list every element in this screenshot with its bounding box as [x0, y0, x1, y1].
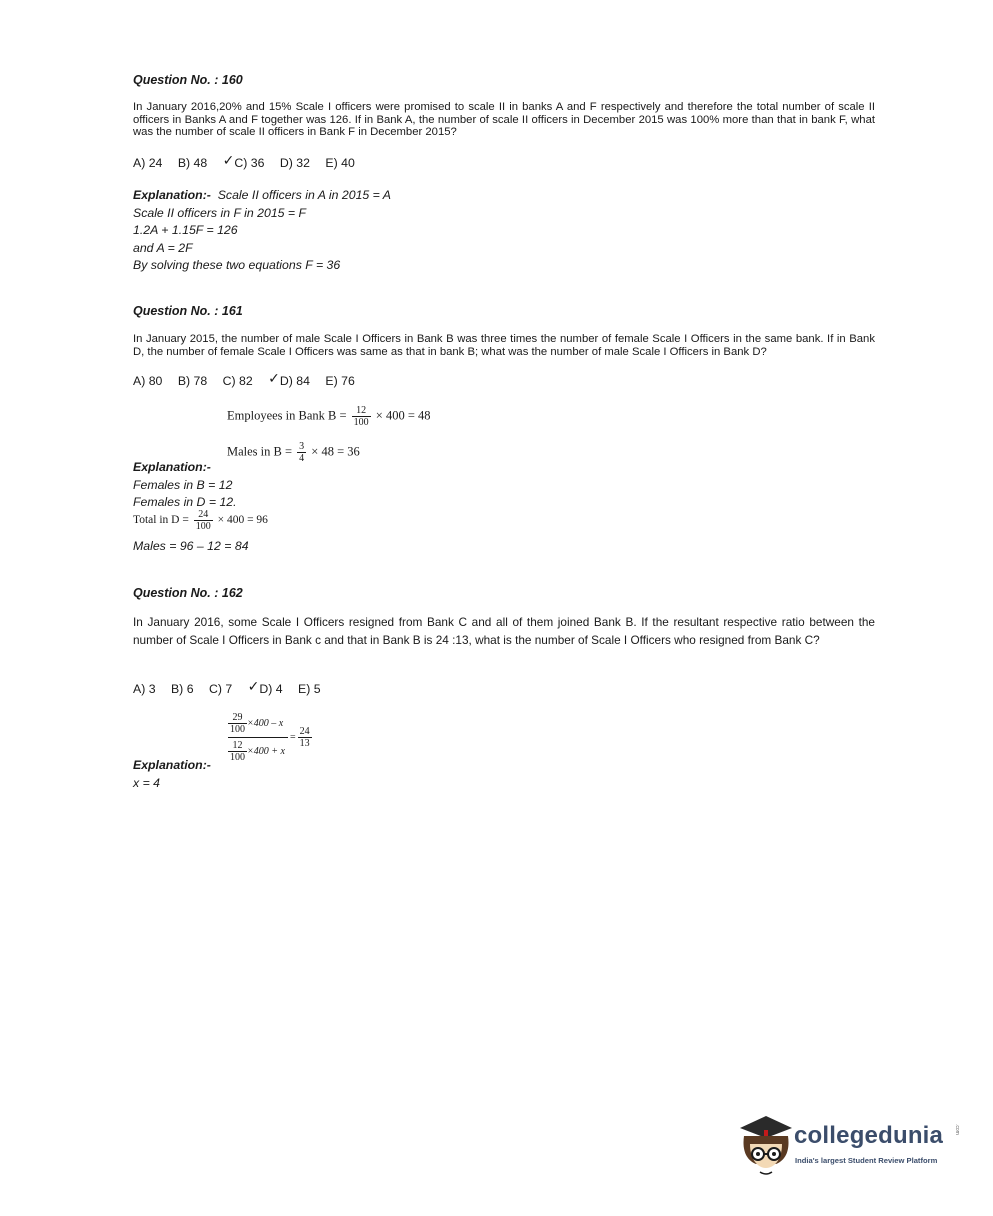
fraction	[228, 740, 247, 763]
formula-text: × 400 = 48	[375, 408, 431, 423]
question-161-title: Question No. : 161	[133, 304, 243, 318]
denominator: 100	[230, 752, 245, 763]
option-b: B) 6	[170, 682, 194, 696]
option-c: C) 82	[222, 374, 253, 388]
denominator: 100	[353, 417, 369, 428]
option-b: B) 48	[177, 156, 208, 170]
formula-males-in-b	[227, 441, 360, 464]
option-e: E) 76	[325, 374, 355, 388]
option-c: C) 7	[208, 682, 233, 696]
formula-text: Employees in Bank B =	[227, 408, 347, 423]
explanation-answer: x = 4	[133, 775, 161, 790]
formula-text: Total in D =	[133, 514, 189, 527]
numerator: 24	[198, 509, 209, 520]
explanation-line: and A = 2F	[133, 240, 193, 255]
option-a: A) 80	[133, 374, 163, 388]
numerator: 24	[299, 726, 310, 737]
numerator: 12	[232, 740, 243, 751]
collegedunia-logo	[736, 1110, 966, 1180]
option-e: E) 40	[325, 156, 355, 170]
question-160-text: In January 2016,20% and 15% Scale I officers were promised to scale II in banks A and F respectively and therefore the total number of scale II officers in Banks A and F together was 126. If in Bank A, the number of scale II officers in December 2015 was 100% more than that in bank F, what was the number of scale II officers in Bank F in December 2015?	[133, 101, 875, 138]
option-a: A) 3	[133, 682, 156, 696]
question-162-title: Question No. : 162	[133, 586, 243, 600]
formula-total-in-d	[133, 509, 268, 532]
ratio-equation	[228, 712, 312, 763]
explanation-line: Scale II officers in A in 2015 = A	[217, 188, 392, 202]
correct-check-icon: ✓	[268, 370, 280, 386]
question-160-explanation	[133, 187, 391, 275]
explanation-line: By solving these two equations F = 36	[133, 258, 341, 272]
formula-text: Males in B =	[227, 444, 293, 459]
question-161-options	[133, 372, 367, 389]
option-a: A) 24	[133, 156, 163, 170]
formula-text: × 400 = 96	[217, 514, 268, 527]
option-d: D) 84	[279, 374, 310, 388]
fraction	[194, 509, 213, 532]
question-161-text: In January 2015, the number of male Scale I Officers in Bank B was three times the number of female Scale I Officers in the same bank. If in Bank D, the number of female Scale I Officers was same as that in bank B; what was the number of male Scale I Officers in Bank D?	[133, 333, 875, 358]
fraction	[298, 726, 312, 749]
denominator: 100	[195, 521, 211, 532]
option-d: D) 4	[259, 682, 283, 696]
equals-sign: =	[290, 732, 296, 743]
fraction	[297, 441, 306, 464]
explanation-line: Scale II officers in F in 2015 = F	[133, 205, 307, 220]
denominator: 100	[230, 724, 245, 735]
question-162-explanation	[133, 757, 211, 792]
explanation-label: Explanation:-	[133, 758, 211, 772]
denominator: 4	[299, 453, 305, 464]
question-160-title: Question No. : 160	[133, 73, 243, 87]
explanation-line: Females in B = 12	[133, 477, 233, 492]
denominator: 13	[299, 738, 310, 749]
explanation-label: Explanation:-	[133, 460, 211, 474]
option-c: C) 36	[234, 156, 265, 170]
explanation-line: Males = 96 – 12 = 84	[133, 539, 249, 553]
option-d: D) 32	[279, 156, 310, 170]
numerator: 3	[299, 441, 305, 452]
numerator: 29	[232, 712, 243, 723]
formula-text: × 48 = 36	[311, 444, 360, 459]
correct-check-icon: ✓	[222, 152, 235, 168]
option-b: B) 78	[177, 374, 208, 388]
formula-text: ×400 – x	[247, 718, 284, 729]
logo-tagline: India's largest Student Review Platform	[795, 1156, 938, 1165]
correct-check-icon: ✓	[247, 678, 260, 694]
fraction	[228, 712, 247, 735]
formula-text: ×400 + x	[247, 746, 285, 757]
option-e: E) 5	[298, 682, 321, 696]
question-162-options	[133, 680, 333, 697]
mascot-icon	[736, 1110, 796, 1180]
numerator: 12	[356, 405, 367, 416]
formula-employees-bank-b	[227, 405, 431, 428]
explanation-line: Females in D = 12.	[133, 495, 237, 509]
explanation-label: Explanation:-	[133, 188, 211, 202]
logo-name: collegedunia	[794, 1122, 944, 1149]
fraction	[352, 405, 371, 428]
question-162-text: In January 2016, some Scale I Officers resigned from Bank C and all of them joined Bank B. If the resultant respective ratio between the number of Scale I Officers in Bank c and that in Bank B is 24 :13, what is the number of Scale I Officers who resigned from Bank C?	[133, 615, 875, 647]
explanation-line: 1.2A + 1.15F = 126	[133, 223, 238, 237]
question-161-explanation	[133, 459, 237, 512]
logo-com: .com	[954, 1124, 960, 1135]
question-160-options	[133, 154, 367, 171]
